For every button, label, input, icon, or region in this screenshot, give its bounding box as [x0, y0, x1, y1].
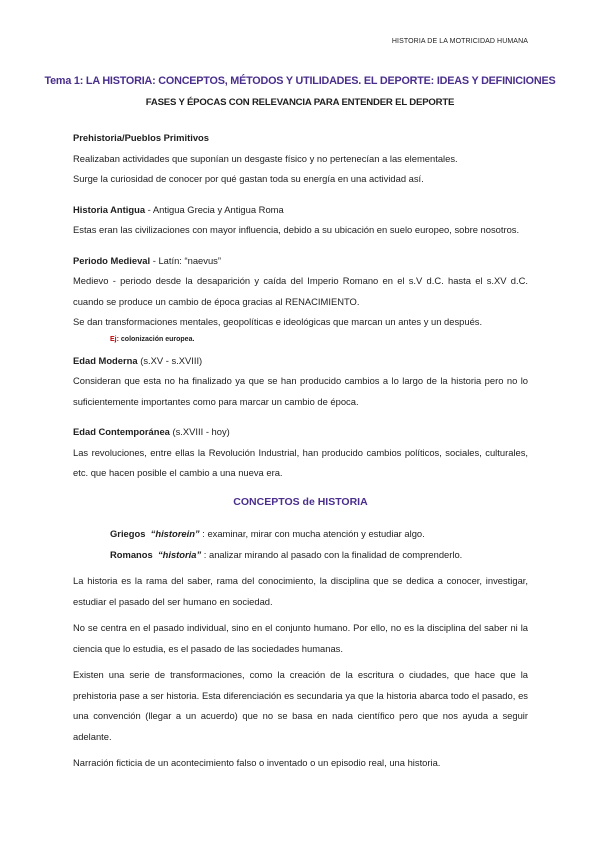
definition-romanos-term: Romanos [110, 548, 153, 560]
paragraph-prehistoria-1: Realizaban actividades que suponían un desgaste físico y no pertenecían a las elementales. [73, 152, 458, 164]
running-header: HISTORIA DE LA MOTRICIDAD HUMANA [391, 38, 528, 45]
definition-griegos [73, 524, 528, 545]
paragraph-concepto-4: Narración ficticia de un acontecimiento falso o inventado o un episodio real, una historia. [73, 757, 441, 768]
paragraph-historia-antigua: Estas eran las civilizaciones con mayor influencia, debido a su ubicación en suelo europeo, sobre nosotros. [73, 224, 520, 235]
document-title: Tema 1: LA HISTORIA: CONCEPTOS, MÉTODOS Y UTILIDADES. EL DEPORTE: IDEAS Y DEFINICIONES [44, 75, 556, 87]
heading-edad-moderna [73, 351, 528, 372]
example-text: colonización europea. [118, 335, 195, 343]
paragraph-concepto-2: No se centra en el pasado individual, sino en el conjunto humano. Por ello, no es la disciplina del saber ni la ciencia que lo estudia, es el pasado de las sociedades humanas. [73, 622, 528, 654]
definition-romanos-word: “historia” [157, 548, 202, 560]
heading-edad-moderna-detail: (s.XV - s.XVIII) [137, 354, 203, 366]
example-note [73, 333, 528, 347]
heading-edad-contemporanea-detail: (s.XVIII - hoy) [169, 426, 230, 437]
definition-griegos-text: : examinar, mirar con mucha atención y estudiar algo. [199, 528, 425, 539]
paragraph-medieval-1: Medievo - periodo desde la desaparición y caída del Imperio Romano en el s.V d.C. hasta el s.XV d.C. cuando se produce un cambio de época gracias al RENACIMIENTO. [73, 275, 528, 307]
heading-edad-contemporanea [73, 422, 528, 443]
paragraph-concepto-1: La historia es la rama del saber, rama del conocimiento, la disciplina que se dedica a conocer, investigar, estudiar el pasado del ser humano en sociedad. [73, 575, 528, 607]
heading-prehistoria: Prehistoria/Pueblos Primitivos [73, 132, 209, 143]
paragraph-edad-contemporanea: Las revoluciones, entre ellas la Revolución Industrial, han producido cambios políticos, sociales, culturales, etc. que hacen posible el cambio a una nueva era. [73, 446, 528, 478]
heading-periodo-medieval-detail: - Latín: “naevus” [150, 254, 221, 266]
paragraph-concepto-3: Existen una serie de transformaciones, como la creación de la escritura o ciudades, que hace que la prehistoria pase a ser historia. Esta diferenciación es secundaria ya que la historia abarca todo el pasado, es una convención (llegar a un acuerdo) que no se basa en nada científico pero que nos ayuda a seguir adelante. [73, 669, 528, 742]
definition-griegos-term: Griegos [110, 528, 146, 539]
heading-edad-contemporanea-title: Edad Contemporánea [73, 426, 170, 437]
example-label: Ej: [110, 335, 119, 343]
heading-edad-moderna-title: Edad Moderna [73, 354, 138, 366]
heading-historia-antigua-title: Historia Antigua [73, 203, 146, 215]
heading-historia-antigua [73, 200, 528, 221]
definition-griegos-word: “historein” [150, 528, 200, 539]
paragraph-edad-moderna: Consideran que esta no ha finalizado ya que se han producido cambios a lo largo de la historia pero no lo suficientemente importantes como para marcar un cambio de época. [73, 375, 528, 407]
paragraph-medieval-2: Se dan transformaciones mentales, geopolíticas e ideológicas que marcan un antes y un después. [73, 316, 483, 327]
document-body [73, 124, 528, 774]
heading-periodo-medieval-title: Periodo Medieval [73, 254, 151, 266]
document-subtitle: FASES Y ÉPOCAS CON RELEVANCIA PARA ENTENDER EL DEPORTE [145, 97, 455, 108]
heading-periodo-medieval [73, 251, 528, 272]
heading-historia-antigua-detail: - Antigua Grecia y Antigua Roma [145, 203, 284, 215]
definition-romanos-text: : analizar mirando al pasado con la finalidad de comprenderlo. [201, 548, 463, 560]
definition-romanos [73, 545, 528, 566]
paragraph-prehistoria-2: Surge la curiosidad de conocer por qué gastan toda su energía en una actividad así. [73, 173, 424, 184]
section-title-conceptos: CONCEPTOS de HISTORIA [233, 495, 368, 508]
